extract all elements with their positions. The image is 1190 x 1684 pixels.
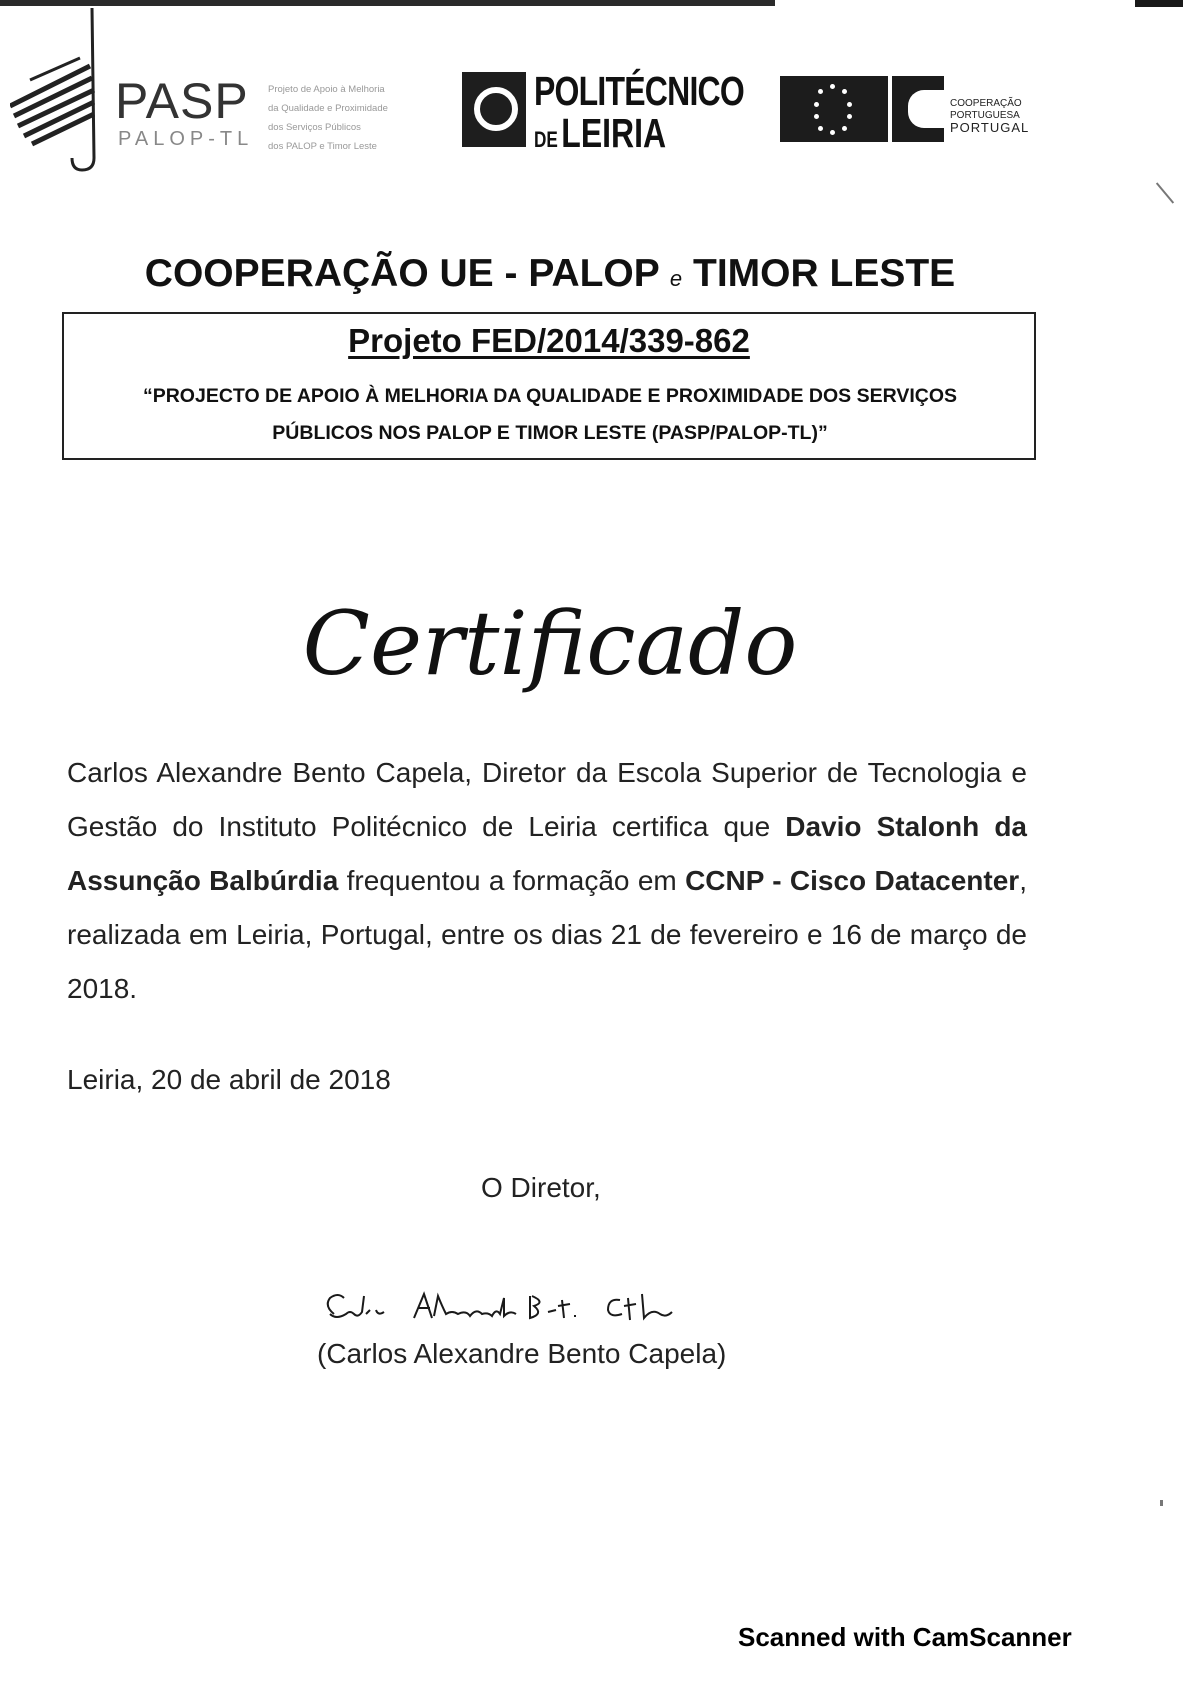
cooperation-heading <box>0 252 1100 296</box>
heading-part2: TIMOR LESTE <box>693 252 956 295</box>
signer-name: (Carlos Alexandre Bento Capela) <box>317 1338 727 1369</box>
scan-speck <box>1160 1500 1163 1506</box>
handwritten-signature <box>320 1284 720 1339</box>
politecnico-logo-leiria: LEIRIA <box>561 110 667 156</box>
pasp-desc-line: Projeto de Apoio à Melhoria <box>268 84 385 95</box>
body-part1: Carlos Alexandre Bento Capela, Diretor da Escola Superior de Tecnologia e Gestão do Instituto Politécnico de Leiria certifica que <box>67 757 1027 842</box>
pasp-desc-line: dos Serviços Públicos <box>268 122 361 133</box>
cooperacao-logo-line3: PORTUGAL <box>950 120 1030 135</box>
pasp-logo-sub: PALOP-TL <box>118 128 254 150</box>
project-description <box>74 378 1026 452</box>
pasp-desc-line: da Qualidade e Proximidade <box>268 103 388 114</box>
camscanner-watermark: Scanned with CamScanner <box>738 1622 1072 1652</box>
cooperacao-logo-line1: COOPERAÇÃO <box>950 98 1022 109</box>
body-part3: , realizada em Leiria, Portugal, entre os dias 21 de fevereiro e 16 de março de 2018. <box>67 865 1027 1004</box>
cooperacao-c-icon <box>892 76 944 142</box>
politecnico-emblem-icon <box>462 72 526 147</box>
pasp-desc-line: dos PALOP e Timor Leste <box>268 141 377 152</box>
pasp-logo <box>10 8 430 178</box>
project-title-text: Projeto FED/2014/339-862 <box>348 322 750 359</box>
project-desc-line1: “PROJECTO DE APOIO À MELHORIA DA QUALIDADE E PROXIMIDADE DOS SERVIÇOS <box>142 385 958 407</box>
body-part2: frequentou a formação em <box>338 865 686 896</box>
certificate-title: Certificado <box>302 592 798 695</box>
project-box <box>62 312 1036 460</box>
recipient-name: Davio Stalonh da Assunção Balbúrdia <box>67 811 1027 896</box>
scan-speck <box>1156 182 1174 203</box>
cooperacao-logo-text <box>950 98 1029 134</box>
scan-edge-top <box>0 0 775 6</box>
course-name: CCNP - Cisco Datacenter <box>685 865 1020 896</box>
politecnico-logo-line2 <box>534 110 666 157</box>
politecnico-logo-line1: POLITÉCNICO <box>534 68 744 114</box>
politecnico-leiria-logo <box>462 68 744 156</box>
scan-edge-top-right <box>1135 0 1183 7</box>
project-title <box>64 322 1034 360</box>
certificate-body <box>67 746 1027 1016</box>
pasp-pen-icon <box>10 8 120 178</box>
signer-role: O Diretor, <box>481 1172 601 1203</box>
place-date: Leiria, 20 de abril de 2018 <box>67 1064 391 1095</box>
heading-part1: COOPERAÇÃO UE - PALOP <box>144 252 660 295</box>
pasp-logo-name: PASP <box>115 73 249 129</box>
eu-flag-icon <box>780 76 888 142</box>
heading-conjunction: e <box>669 266 683 291</box>
pasp-logo-description <box>268 80 443 156</box>
politecnico-logo-de: DE <box>534 127 558 152</box>
project-desc-line2: PÚBLICOS NOS PALOP E TIMOR LESTE (PASP/PALOP-TL)” <box>272 422 828 444</box>
cooperacao-logo-line2: PORTUGUESA <box>950 110 1020 121</box>
cooperacao-portuguesa-logo <box>780 76 1040 146</box>
